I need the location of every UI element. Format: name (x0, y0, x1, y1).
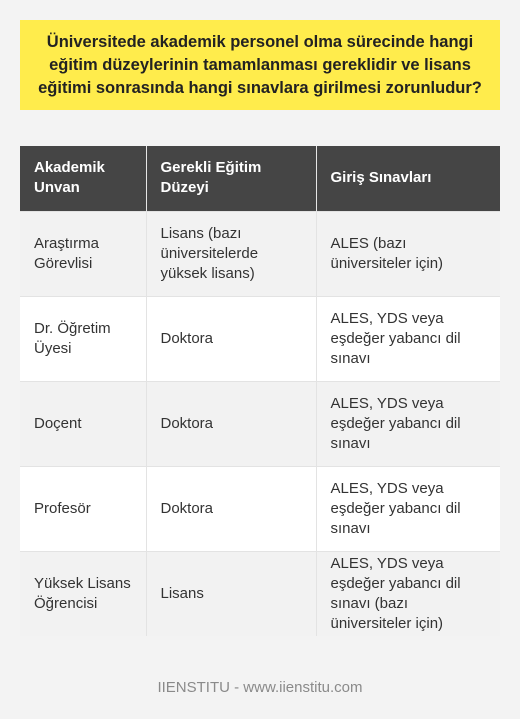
academic-titles-table (20, 146, 500, 636)
cell-required-education: Lisans (bazı üniversitelerde yüksek lisans) (146, 211, 316, 296)
cell-entrance-exams: ALES, YDS veya eşdeğer yabancı dil sınavı (316, 466, 500, 551)
footer-credit: IIENSTITU - www.iienstitu.com (157, 679, 363, 696)
header-academic-title: Akademik Unvan (20, 146, 146, 211)
question-box (20, 20, 500, 110)
cell-entrance-exams: ALES, YDS veya eşdeğer yabancı dil sınavı (316, 296, 500, 381)
cell-academic-title: Araştırma Görevlisi (20, 211, 146, 296)
table-row (20, 211, 500, 296)
table-row (20, 381, 500, 466)
cell-academic-title: Yüksek Lisans Öğrencisi (20, 551, 146, 636)
table-container (20, 146, 500, 636)
header-required-education: Gerekli Eğitim Düzeyi (146, 146, 316, 211)
cell-academic-title: Doçent (20, 381, 146, 466)
cell-required-education: Doktora (146, 466, 316, 551)
cell-required-education: Doktora (146, 296, 316, 381)
cell-required-education: Doktora (146, 381, 316, 466)
table-header-row (20, 146, 500, 211)
cell-academic-title: Profesör (20, 466, 146, 551)
cell-entrance-exams: ALES, YDS veya eşdeğer yabancı dil sınavı (bazı üniversiteler için) (316, 551, 500, 636)
header-entrance-exams: Giriş Sınavları (316, 146, 500, 211)
cell-entrance-exams: ALES, YDS veya eşdeğer yabancı dil sınavı (316, 381, 500, 466)
question-text: Üniversitede akademik personel olma sürecinde hangi eğitim düzeylerinin tamamlanması gereklidir ve lisans eğitimi sonrasında hangi sınavlara girilmesi zorunludur? (38, 32, 482, 97)
table-row (20, 551, 500, 636)
table-row (20, 466, 500, 551)
cell-academic-title: Dr. Öğretim Üyesi (20, 296, 146, 381)
table-row (20, 296, 500, 381)
cell-required-education: Lisans (146, 551, 316, 636)
cell-entrance-exams: ALES (bazı üniversiteler için) (316, 211, 500, 296)
